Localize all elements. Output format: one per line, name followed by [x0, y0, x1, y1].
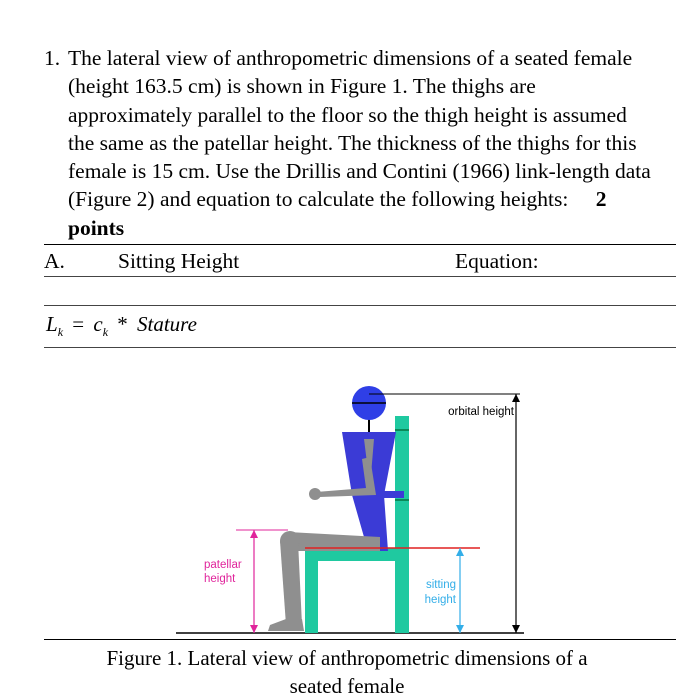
foot — [268, 619, 304, 631]
orbital-arrow-top — [512, 394, 520, 402]
patellar-label-2: height — [204, 573, 236, 585]
caption-line-1: Figure 1. Lateral view of anthropometric dimensions of a — [106, 646, 588, 670]
figure-caption — [44, 644, 650, 700]
rule-above-caption — [44, 639, 676, 640]
chair-back — [395, 416, 409, 633]
patellar-arrow-top — [250, 530, 258, 538]
equation-label: Equation: — [455, 249, 539, 273]
hand — [309, 488, 321, 500]
rule-below-row-a — [44, 276, 676, 277]
orbital-arrow-bottom — [512, 625, 520, 633]
arm — [316, 457, 376, 497]
rule-above-formula — [44, 305, 676, 306]
orbital-height-label: orbital height — [448, 406, 514, 418]
problem-number: 1. — [44, 46, 61, 70]
rule-above-row-a — [44, 244, 676, 245]
problem-body — [68, 44, 654, 242]
formula — [46, 312, 197, 340]
rule-below-formula — [44, 347, 676, 348]
shin — [280, 541, 302, 625]
formula-rhs: Stature — [137, 312, 197, 336]
sitting-arrow-top — [456, 548, 464, 556]
sitting-label-1: sitting — [425, 579, 456, 591]
patellar-label-1: patellar — [204, 559, 242, 571]
figure-seated-female — [170, 375, 530, 637]
caption-line-2: seated female — [289, 674, 405, 698]
sitting-arrow-bottom — [456, 625, 464, 633]
formula-coef-sub: k — [102, 325, 109, 340]
problem-text: The lateral view of anthropometric dimensions of a seated female (height 163.5 cm) is shown in Figure 1. The thighs are approximately parallel to the floor so the thigh height is assumed the same as the patellar height. The thickness of the thighs for this female is 15 cm. Use the Drillis and Contini (1966) link-length data (Figure 2) and equation to calculate the following heights: — [68, 46, 651, 212]
formula-lhs: L — [46, 312, 58, 336]
formula-lhs-sub: k — [57, 325, 64, 340]
sitting-label-2: height — [424, 594, 456, 606]
points-label: 2 points — [68, 187, 607, 240]
row-a-letter: A. — [44, 249, 65, 273]
armrest-pad — [376, 491, 404, 498]
problem-statement — [44, 44, 654, 242]
formula-coef: c — [93, 312, 103, 336]
chair-leg — [305, 548, 318, 633]
formula-equals: = — [72, 312, 85, 336]
patellar-arrow-bottom — [250, 625, 258, 633]
formula-op: * — [117, 312, 128, 336]
row-a-label: Sitting Height — [118, 249, 240, 273]
